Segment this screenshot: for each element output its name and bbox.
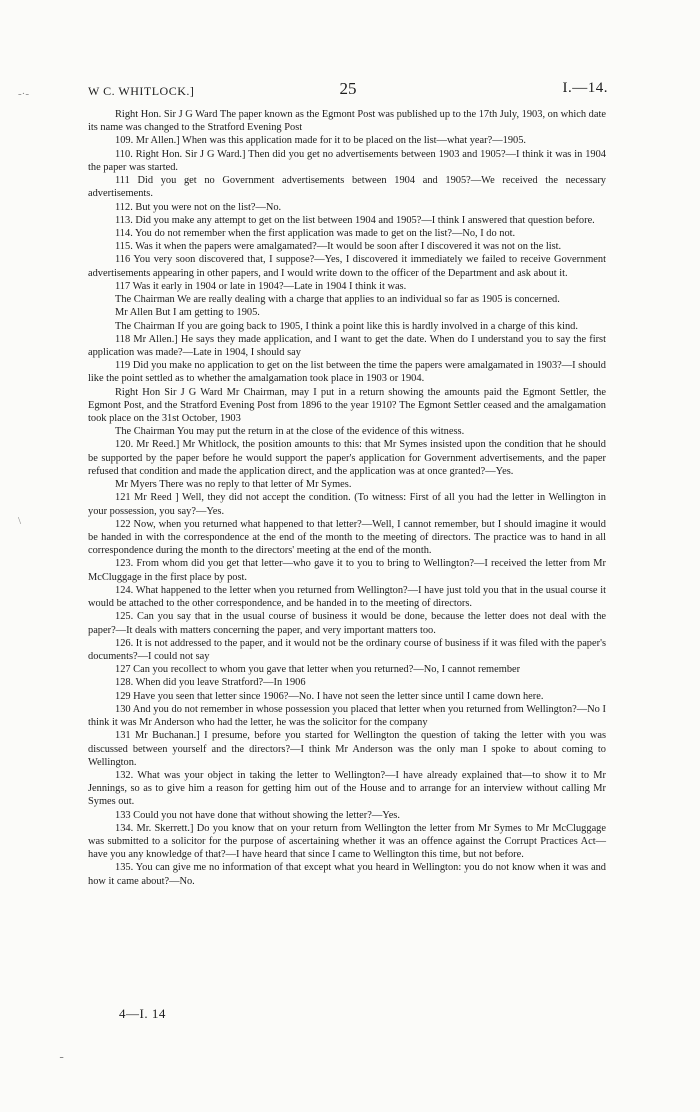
evidence-paragraph: The Chairman We are really dealing with a charge that applies to an individual so far as 1905 is concerned. bbox=[115, 294, 560, 306]
margin-mark: \ bbox=[18, 515, 22, 527]
running-head-left: W C. WHITLOCK.] bbox=[88, 84, 195, 98]
evidence-paragraph: 130 And you do not remember in whose possession you placed that letter when you returned from Wellington?—No I think it was Mr Anderson who had the letter, he was the solicitor for the company bbox=[88, 703, 606, 729]
evidence-paragraph: 121 Mr Reed ] Well, they did not accept the condition. (To witness: First of all you had the letter in Wellington in your possession, you say?—Yes. bbox=[88, 492, 606, 517]
evidence-paragraph: 111 Did you get no Government advertisements between 1904 and 1905?—We received the necessary advertisements. bbox=[88, 175, 606, 200]
evidence-paragraph: 119 Did you make no application to get on the list between the time the papers were amalgamated in 1903?—I should like the point settled as to whether the amalgamation took place in 1903 or 1904. bbox=[88, 360, 606, 385]
evidence-paragraph: 123. From whom did you get that letter—who gave it to you to bring to Wellington?—I received the letter from Mr McCluggage in the first place by post. bbox=[88, 558, 606, 583]
evidence-paragraph: 132. What was your object in taking the letter to Wellington?—I have already explained that—to show it to Mr Jennings, so as to give him a reason for getting him out of the House and to arrange for an interview without calling Mr Symes out. bbox=[88, 769, 606, 808]
evidence-paragraph: 129 Have you seen that letter since 1906?—No. I have not seen the letter since until I came down here. bbox=[115, 690, 544, 702]
evidence-paragraph: Right Hon. Sir J G Ward The paper known as the Egmont Post was published up to the 17th July, 1903, on which date its name was changed to the Stratford Evening Post bbox=[88, 109, 606, 134]
page-header bbox=[88, 80, 608, 104]
margin-mark: ـ bbox=[60, 1049, 64, 1061]
evidence-paragraph: 125. Can you say that in the usual course of business it would be done, because the letter does not deal with the paper?—It deals with matters concerning the paper, and very important matters too. bbox=[88, 611, 606, 636]
signature-mark: 4—I. 14 bbox=[119, 1006, 166, 1021]
evidence-paragraph: 110. Right Hon. Sir J G Ward.] Then did you get no advertisements between 1903 and 1905?—I think it was in 1904 the paper was started. bbox=[88, 148, 606, 173]
evidence-paragraph: 124. What happened to the letter when you returned from Wellington?—I have just told you that in the usual course it would be attached to the other correspondence, and be handed in to the meeting of directors. bbox=[88, 584, 606, 610]
evidence-paragraph: 114. You do not remember when the first application was made to get on the list?—No, I do not. bbox=[115, 227, 516, 239]
page-number: 25 bbox=[339, 79, 357, 98]
evidence-paragraph: 117 Was it early in 1904 or late in 1904?—Late in 1904 I think it was. bbox=[115, 280, 407, 292]
evidence-paragraph: 116 You very soon discovered that, I suppose?—Yes, I discovered it immediately we failed to receive Government advertisements appearing in other papers, and I would write down to the officer of the Department and ask about it. bbox=[88, 254, 606, 279]
evidence-paragraph: Mr Allen But I am getting to 1905. bbox=[115, 307, 260, 319]
evidence-paragraph: 127 Can you recollect to whom you gave that letter when you returned?—No, I cannot remember bbox=[115, 664, 521, 676]
evidence-paragraph: The Chairman You may put the return in at the close of the evidence of this witness. bbox=[115, 426, 465, 438]
evidence-text bbox=[88, 108, 606, 888]
evidence-paragraph: Right Hon Sir J G Ward Mr Chairman, may I put in a return showing the amounts paid the Egmont Settler, the Egmont Post, and the Stratford Evening Post from 1896 to the year 1910? The Egmont Settler ceased and the amalgamation took place on the 31st October, 1903 bbox=[88, 386, 606, 425]
evidence-paragraph: 135. You can give me no information of that except what you heard in Wellington: you do not know when it was and how it came about?—No. bbox=[88, 862, 606, 887]
evidence-paragraph: 122 Now, when you returned what happened to that letter?—Well, I cannot remember, but I should imagine it would be handed in with the correspondence at the end of the month to the meeting of directors. The practice was to hand in all correspondence during the month to the directors' meeting at the end of the month. bbox=[88, 518, 606, 557]
evidence-paragraph: 126. It is not addressed to the paper, and it would not be the ordinary course of business if it was filed with the paper's documents?—I could not say bbox=[88, 637, 606, 662]
evidence-paragraph: Mr Myers There was no reply to that letter of Mr Symes. bbox=[115, 479, 352, 491]
evidence-paragraph: 109. Mr Allen.] When was this application made for it to be placed on the list—what year?—1905. bbox=[115, 135, 527, 147]
evidence-paragraph: 118 Mr Allen.] He says they made application, and I want to get the date. When do I understand you to say the first application was made?—Late in 1904, I should say bbox=[88, 333, 606, 358]
evidence-paragraph: 133 Could you not have done that without showing the letter?—Yes. bbox=[115, 809, 400, 821]
evidence-paragraph: 120. Mr Reed.] Mr Whitlock, the position amounts to this: that Mr Symes insisted upon the condition that he should be supported by the paper before he would support the paper's application for Government advertisements, and the paper refused that condition and made the application direct, and the application was at once granted?—Yes. bbox=[88, 439, 606, 477]
document-reference: I.—14. bbox=[562, 80, 608, 96]
evidence-paragraph: 112. But you were not on the list?—No. bbox=[115, 201, 282, 213]
evidence-paragraph: The Chairman If you are going back to 1905, I think a point like this is hardly involved in a charge of this kind. bbox=[115, 320, 578, 332]
evidence-paragraph: 134. Mr. Skerrett.] Do you know that on your return from Wellington the letter from Mr Symes to Mr McCluggage was submitted to a solicitor for the purpose of ascertaining whether it was an offence against the Corrupt Practices Act—have you any knowledge of that?—I have heard that since I came to Wellington this time, but not before. bbox=[88, 822, 606, 861]
margin-mark: -·- bbox=[18, 88, 29, 100]
evidence-paragraph: 115. Was it when the papers were amalgamated?—It would be soon after I discovered it was not on the list. bbox=[115, 241, 562, 253]
evidence-paragraph: 131 Mr Buchanan.] I presume, before you started for Wellington the question of taking the letter with you was discussed between yourself and the directors?—I think Mr Anderson was the only man I spoke to about coming to Wellington. bbox=[88, 730, 606, 768]
evidence-paragraph: 113. Did you make any attempt to get on the list between 1904 and 1905?—I think I answered that question before. bbox=[115, 214, 595, 226]
evidence-paragraph: 128. When did you leave Stratford?—In 1906 bbox=[115, 677, 306, 689]
